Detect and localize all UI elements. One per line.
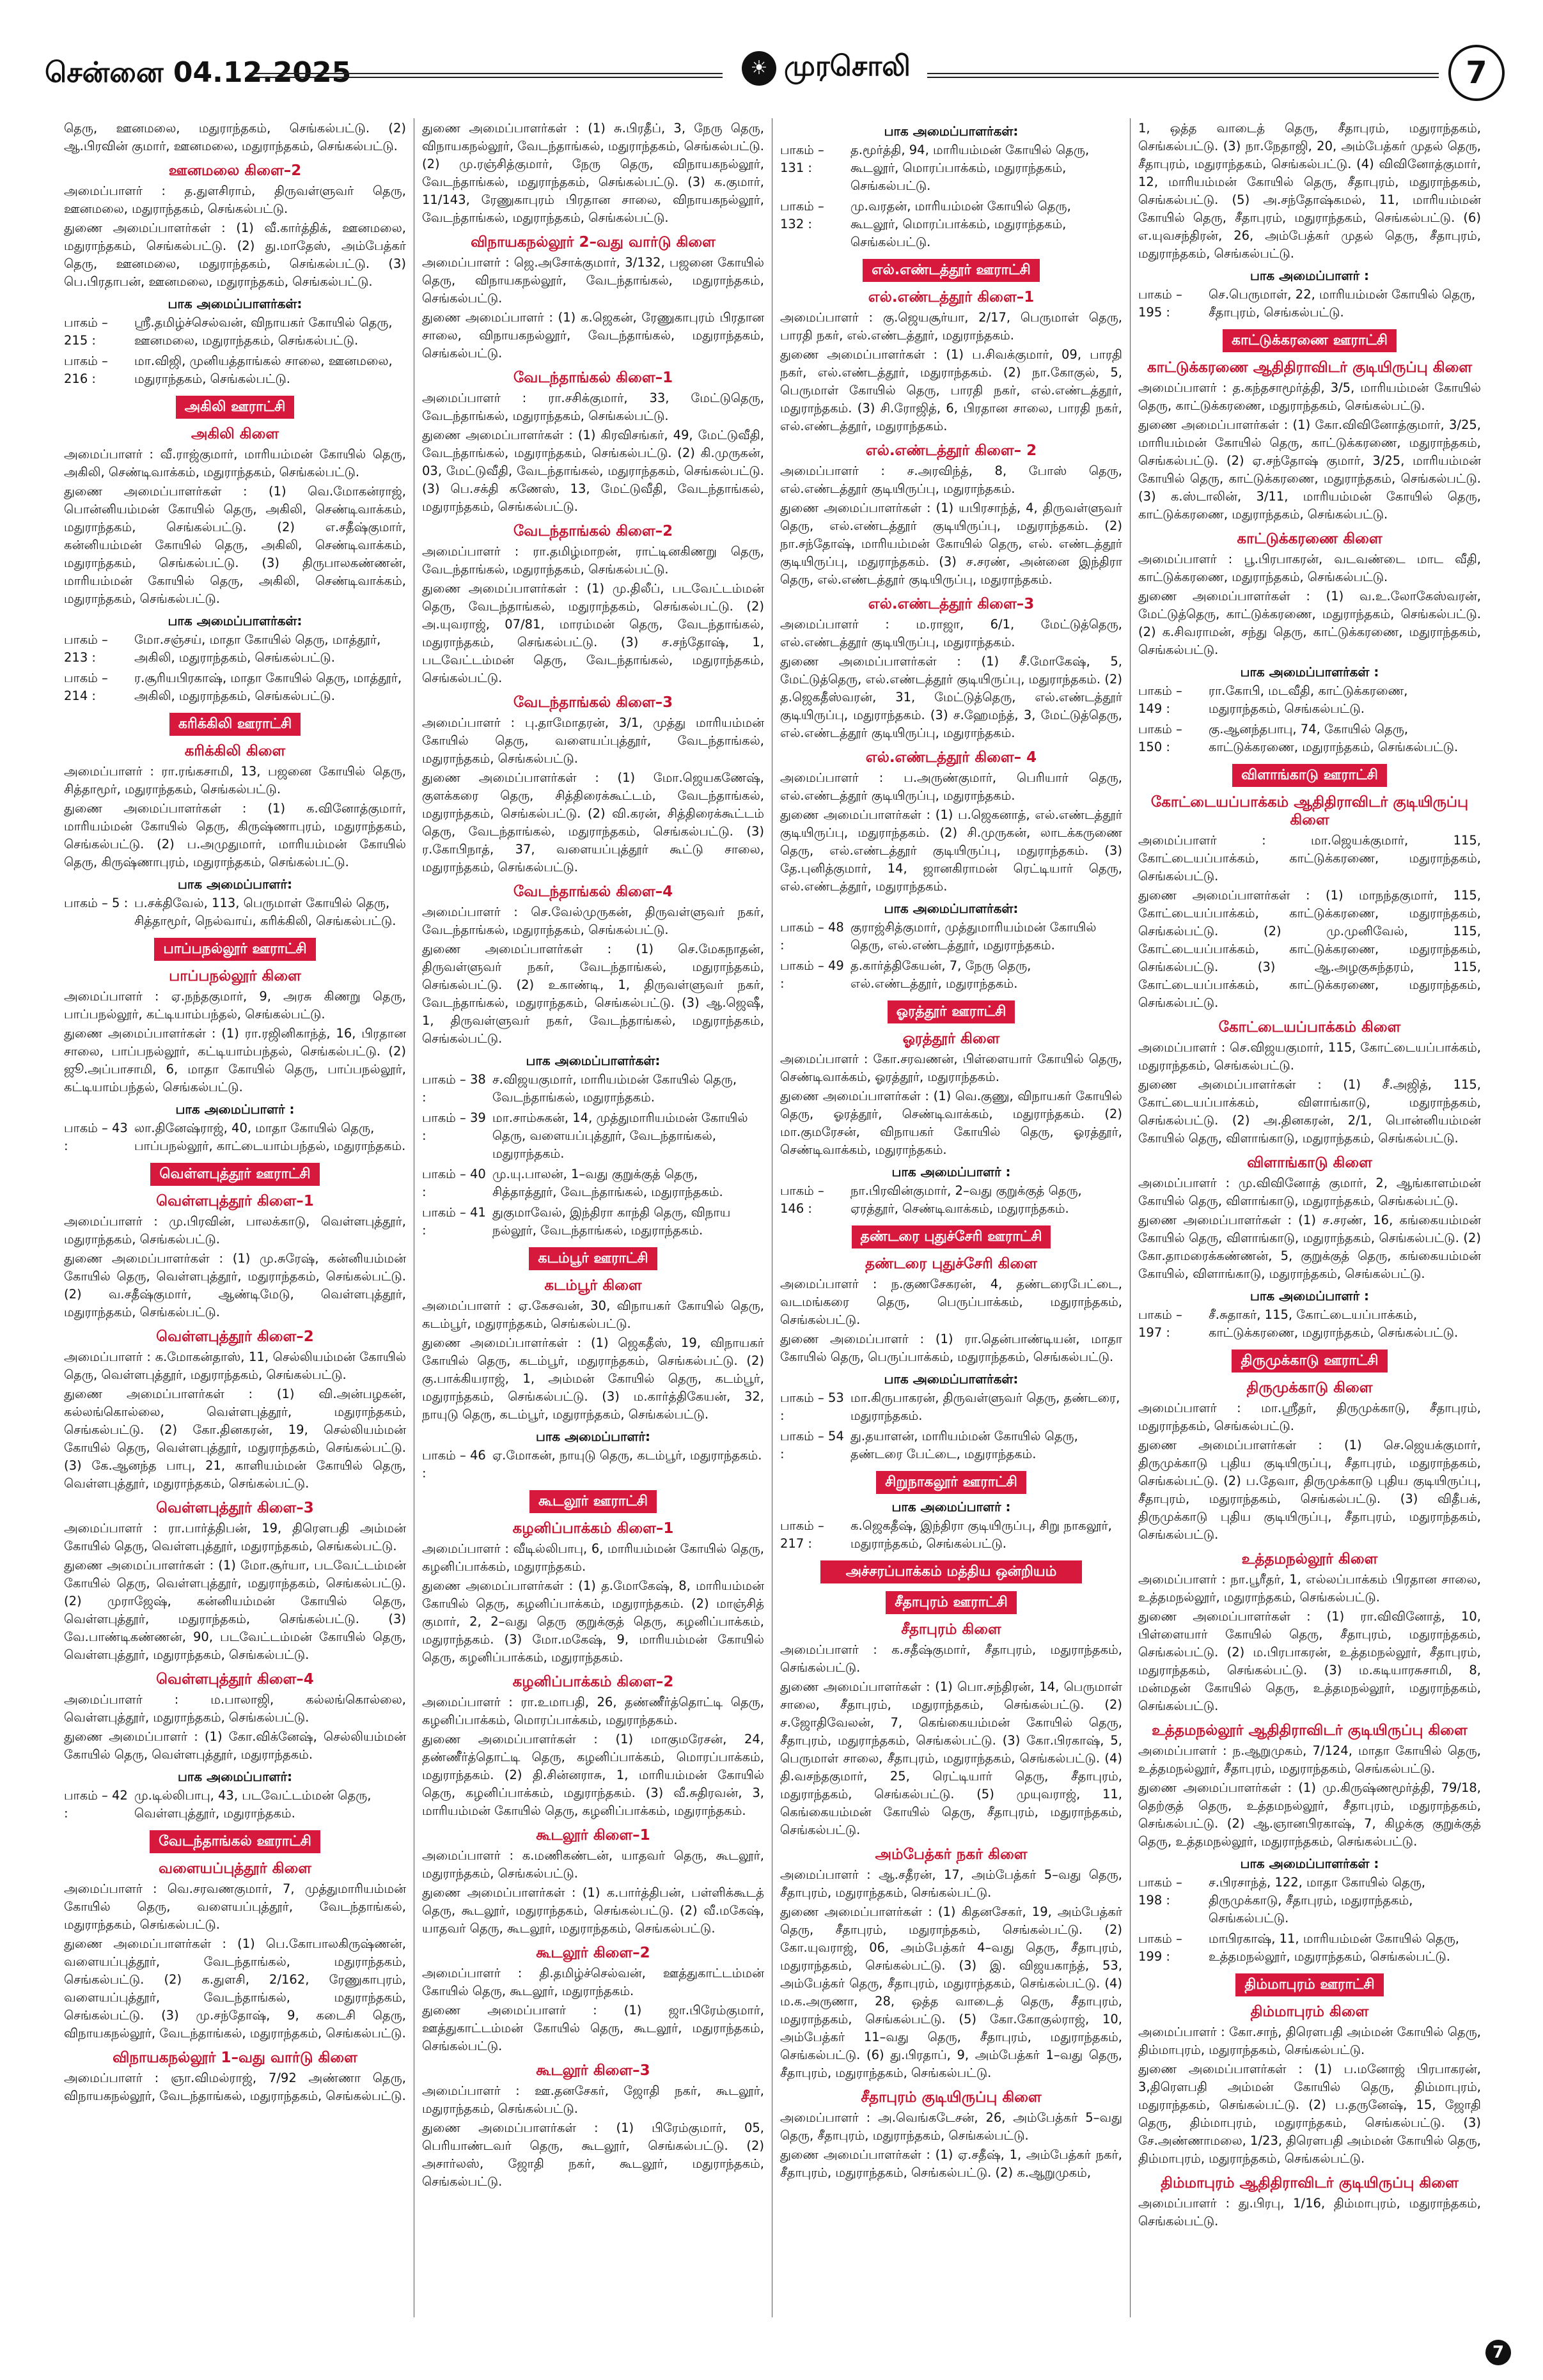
organizer-entry: அமைப்பாளர் : ரா.பார்த்திபன், 19, திரௌபதி அம்மன் கோயில் தெரு, வெள்ளபுத்தூர், மதுராந்தகம், செங்கல்பட்டு. [64,1521,406,1553]
section-label: பாக அமைப்பாளர்கள்: [884,901,1019,916]
panchayat-heading [64,396,406,419]
organizer-entry: அமைப்பாளர் : த.துளசிராம், திருவள்ளுவர் தெரு, ஊனமலை, மதுராந்தகம், செங்கல்பட்டு. [64,183,406,216]
booth-entry [64,669,406,705]
organizer-entry: அமைப்பாளர் : ச.அரவிந்த், 8, போஸ் தெரு, எல்.எண்டத்தூர் குடியிருப்பு, மதுராந்தகம். [780,463,1122,496]
branch-heading: விநாயகநல்லூர் 1–வது வார்டு கிளை [113,2049,357,2066]
panchayat-heading-label: வெள்ளபுத்தூர் ஊராட்சி [150,1163,319,1186]
organizer-entry: அமைப்பாளர் : க.மணிகண்டன், யாதவர் தெரு, கூடலூர், மதுராந்தகம், செங்கல்பட்டு. [422,1848,764,1881]
branch-heading: வெள்ளபுத்தூர் கிளை–2 [156,1328,314,1345]
panchayat-heading [780,1000,1122,1023]
page-header [38,45,1505,102]
panchayat-heading-label: சீதாபுரம் ஊராட்சி [886,1591,1016,1614]
organizer-entry: அமைப்பாளர் : நா.பூரீதர், 1, எல்லப்பாக்கம் பிரதான சாலை, உத்தமநல்லூர், மதுராந்தகம், செங்கல்பட்டு. [1138,1572,1481,1605]
section-label: பாக அமைப்பாளர் : [891,1499,1011,1514]
panchayat-heading-label: ஓரத்தூர் ஊராட்சி [888,1000,1015,1023]
booth-number: பாகம் – 149 : [1138,683,1182,716]
column-2 [414,118,772,2317]
branch-heading: வளையப்புத்தூர் கிளை [158,1860,312,1877]
organizer-entry: துணை அமைப்பாளர்கள் : (1) பெ.கோபாலகிருஷ்ணன், வளையப்புத்தூர், வேடந்தாங்கல், மதுராந்தகம், செங்கல்பட்டு. (2) க.துளசி, 2/162, ரேணுகாபுரம், வளையப்புத்தூர், வேடந்தாங்கல், மதுராந்தகம், செங்கல்பட்டு. (3) மு.சந்தோஷ், 9, கடைசி தெரு, விநாயகநல்லூர், வேடந்தாங்கல், மதுராந்தகம், செங்கல்பட்டு. [64,1936,406,2041]
booth-organizer: மோ.சஞ்சய், மாதா கோயில் தெரு, மாத்தூர், அகிலி, மதுராந்தகம், செங்கல்பட்டு. [134,632,381,665]
organizer-entry: அமைப்பாளர் : மா.ஜெயக்குமார், 115, கோட்டையப்பாக்கம், காட்டுக்கரணை, மதுராந்தகம், செங்கல்பட்டு. [1138,833,1481,883]
organizer-entry: துணை அமைப்பாளர்கள் : (1) மோ.சூர்யா, படவேட்டம்மன் கோயில் தெரு, வெள்ளபுத்தூர், மதுராந்தகம், செங்கல்பட்டு. (2) முராஜேஷ், கன்னியம்மன் கோயில் தெரு, வெள்ளபுத்தூர், மதுராந்தகம், செங்கல்பட்டு. (3) வே.பாண்டிகண்ணன், 90, படவேட்டம்மன் கோயில் தெரு, வெள்ளபுத்தூர், மதுராந்தகம், செங்கல்பட்டு. [64,1558,406,1662]
booth-organizer: ஏ.மோகன், நாயுடு தெரு, கடம்பூர், மதுராந்தகம். [492,1448,762,1463]
organizer-entry: துணை அமைப்பாளர்கள் : (1) ப.மனோஜ் பிரபாகரன், 3,திரௌபதி அம்மன் கோயில் தெரு, திம்மாபுரம், மதுராந்தகம், செங்கல்பட்டு. (2) ப.தருனேஷ், 15, ஜோதி தெரு, திம்மாபுரம், மதுராந்தகம், செங்கல்பட்டு. (3) சே.அண்ணாமலை, 1/23, திரௌபதி அம்மன் கோயில் தெரு, திம்மாபுரம், மதுராந்தகம், செங்கல்பட்டு. [1138,2062,1481,2166]
organizer-entry: துணை அமைப்பாளர்கள் : (1) வெ.குணு, விநாயகர் கோயில் தெரு, ஓரத்தூர், செண்டிவாக்கம், மதுராந்தகம். (2) மா.குமரேசன், விநாயகர் கோயில் தெரு, ஓரத்தூர், செண்டிவாக்கம், மதுராந்தகம். [780,1089,1122,1157]
organizer-entry: அமைப்பாளர் : வெ.சரவணகுமார், 7, முத்துமாரியம்மன் கோயில் தெரு, வளையப்புத்தூர், வேடந்தாங்கல், மதுராந்தகம், செங்கல்பட்டு. [64,1881,406,1932]
organizer-entry: அமைப்பாளர் : ரா.தமிழ்மாறன், ராட்டினகிணறு தெரு, வேடந்தாங்கல், மதுராந்தகம், செங்கல்பட்டு. [422,544,764,577]
booth-entry [422,1109,764,1163]
branch-heading: சீதாபுரம் கிளை [901,1621,1001,1638]
booth-organizer: மா.சாம்சுகன், 14, முத்துமாரியம்மன் கோயில் தெரு, வளையப்புத்தூர், வேடந்தாங்கல், மதுராந்தகம். [492,1110,748,1161]
branch-heading: அம்பேத்கர் நகர் கிளை [875,1846,1028,1863]
organizer-entry: துணை அமைப்பாளர்கள் : (1) க.வினோத்குமார், மாரியம்மன் கோயில் தெரு, கிருஷ்ணாபுரம், மதுராந்தகம், செங்கல்பட்டு. (2) ப.அமுதுமார், மாரியம்மன் கோயில் தெரு, கிருஷ்ணாபுரம், மதுராந்தகம், செங்கல்பட்டு. [64,801,406,869]
organizer-entry: அமைப்பாளர் : ம.ராஜா, 6/1, மேட்டுத்தெரு, எல்.எண்டத்தூர் குடியிருப்பு, மதுராந்தகம். [780,617,1122,649]
organizer-entry: துணை அமைப்பாளர்கள் : (1) செ.ஜெயக்குமார், திருமுக்காடு புதிய குடியிருப்பு, சீதாபுரம், மதுராந்தகம், செங்கல்பட்டு. (2) ப.தேவா, திருமுக்காடு புதிய குடியிருப்பு, சீதாபுரம், மதுராந்தகம், செங்கல்பட்டு. (3) விதீபக், திருமுக்காடு புதிய குடியிருப்பு, சீதாபுரம், மதுராந்தகம், செங்கல்பட்டு. [1138,1438,1481,1542]
panchayat-heading-label: தண்டரை புதுச்சேரி ஊராட்சி [852,1225,1051,1248]
booth-entry [780,198,1122,251]
booth-organizer: த.கார்த்திகேயன், 7, நேரு தெரு, எல்.எண்டத்தூர், மதுராந்தகம். [850,958,1031,991]
booth-entry [780,919,1122,954]
section-label: பாக அமைப்பாளர்கள்: [884,123,1019,139]
section-label: பாக அமைப்பாளர் : [1249,1288,1369,1303]
booth-number: பாகம் – 54 : [780,1429,844,1461]
booth-entry [422,1204,764,1240]
section-label: பாக அமைப்பாளர்: [535,1429,651,1444]
booth-entry [64,894,406,930]
booth-organizer: மாபிரகாஷ், 11, மாரியம்மன் கோயில் தெரு, உத்தமநல்லூர், மதுராந்தகம், செங்கல்பட்டு. [1209,1931,1460,1964]
organizer-entry: அமைப்பாளர் : ஞா.விமல்ராஜ், 7/92 அண்ணா தெரு, விநாயகநல்லூர், வேடந்தாங்கல், மதுராந்தகம், செங்கல்பட்டு. [64,2071,406,2103]
organizer-entry: துணை அமைப்பாளர்கள் : (1) சீ.மோகேஷ், 5, மேட்டுத்தெரு, எல்.எண்டத்தூர் குடியிருப்பு, மதுராந்தகம். (2) த.ஜெகதீஸ்வரன், 31, மேட்டுத்தெரு, எல்.எண்டத்தூர் குடியிருப்பு, மதுராந்தகம். (3) ச.ஹேமந்த், 3, மேட்டுத்தெரு, எல்.எண்டத்தூர் குடியிருப்பு, மதுராந்தகம். [780,654,1122,740]
panchayat-heading [64,713,406,736]
panchayat-heading-label: வேடந்தாங்கல் ஊராட்சி [150,1830,320,1853]
booth-number: பாகம் – 43 : [64,1121,128,1153]
organizer-entry: அமைப்பாளர் : ரா.உமாபதி, 26, தண்ணீர்த்தொட்டி தெரு, கழனிப்பாக்கம், மொரப்பாக்கம், மதுராந்தகம். [422,1695,764,1727]
organizer-entry: துணை அமைப்பாளர்கள் : (1) செ.மேகநாதன், திருவள்ளுவர் நகர், வேடந்தாங்கல், மதுராந்தகம், செங்கல்பட்டு. (2) உகாண்டி, 1, திருவள்ளுவர் நகர், வேடந்தாங்கல், மதுராந்தகம், செங்கல்பட்டு. (3) ஆ.ஜெஷீ, 1, திருவள்ளுவர் நகர், வேடந்தாங்கல், மதுராந்தகம், செங்கல்பட்டு. [422,942,764,1046]
booth-entry [780,1427,1122,1463]
booth-number: பாகம் – 46 : [422,1448,486,1481]
organizer-entry: துணை அமைப்பாளர்கள் : (1) வி.அன்பழகன், கல்லங்கொல்லை, வெள்ளபுத்தூர், மதுராந்தகம், செங்கல்பட்டு. (2) கோ.தினகரன், 19, செல்லியம்மன் கோயில் தெரு, வெள்ளபுத்தூர், மதுராந்தகம், செங்கல்பட்டு. (3) கே.ஆனந்த பாபு, 21, காளியம்மன் கோயில் தெரு, வெள்ளபுத்தூர், மதுராந்தகம், செங்கல்பட்டு. [64,1387,406,1491]
section-label: பாக அமைப்பாளர்கள் : [1240,1856,1379,1871]
organizer-entry: அமைப்பாளர் : ரா.சசிக்குமார், 33, மேட்டுதெரு, வேடந்தாங்கல், மதுராந்தகம், செங்கல்பட்டு. [422,391,764,423]
branch-heading: திம்மாபுரம் கிளை [1250,2003,1369,2020]
column-1 [56,118,414,2317]
organizer-entry: அமைப்பாளர் : மு.விவினோத் குமார், 2, ஆங்காளம்மன் கோயில் தெரு, விளாங்காடு, மதுராந்தகம், செங்கல்பட்டு. [1138,1176,1481,1208]
booth-entry [1138,1930,1481,1966]
organizer-entry: அமைப்பாளர் : செ.வேல்முருகன், திருவள்ளுவர் நகர், வேடந்தாங்கல், மதுராந்தகம், செங்கல்பட்டு. [422,905,764,937]
booth-number: பாகம் – 215 : [64,315,108,348]
organizer-entry: துணை அமைப்பாளர்கள் : (1) மாகுமரேசன், 24, தண்ணீர்த்தொட்டி தெரு, கழனிப்பாக்கம், மொரப்பாக்கம், மதுராந்தகம். (2) தி.சின்னராசு, 1, மாரியம்மன் கோயில் தெரு, கழனிப்பாக்கம், மதுராந்தகம். (3) வீ.சுதிரவன், 3, மாரியம்மன் கோயில் தெரு, கழனிப்பாக்கம், மதுராந்தகம். [422,1732,764,1818]
booth-entry [780,1389,1122,1425]
organizer-entry: துணை அமைப்பாளர்கள் : (1) ச.சரண், 16, கங்கையம்மன் கோயில் தெரு, விளாங்காடு, மதுராந்தகம், செங்கல்பட்டு. (2) கோ.தாமரைக்கண்ணன், 5, குறுக்குத் தெரு, கங்கையம்மன் கோயில், விளாங்காடு, மதுராந்தகம், செங்கல்பட்டு. [1138,1213,1481,1281]
booth-entry [780,141,1122,195]
booth-entry [780,1182,1122,1218]
branch-heading: ஓரத்தூர் கிளை [902,1031,1000,1047]
organizer-entry: துணை அமைப்பாளர்கள் : (1) த.மோகேஷ், 8, மாரியம்மன் கோயில் தெரு, கழனிப்பாக்கம், மதுராந்தகம். (2) மாஞ்சித் குமார், 2, 2–வது தெரு குறுக்குத் தெரு, கழனிப்பாக்கம், மதுராந்தகம். (3) மோ.மகேஷ், 9, மாரியம்மன் கோயில் தெரு, கழனிப்பாக்கம், மதுராந்தகம். [422,1578,764,1665]
organizer-entry: துணை அமைப்பாளர்கள் : (1) ப.சிவக்குமார், 09, பாரதி நகர், எல்.எண்டத்தூர், மதுராந்தகம். (2) நா.கோகுல், 5, பெருமாள் கோயில் தெரு, பாரதி நகர், எல்.எண்டத்தூர், மதுராந்தகம். (3) சி.ரோஜித், 6, பிரதான சாலை, பாரதி நகர், எல்.எண்டத்தூர், மதுராந்தகம். [780,347,1122,433]
booth-number: பாகம் – 131 : [780,143,824,175]
booth-number: பாகம் – 214 : [64,671,108,703]
organizer-entry: துணை அமைப்பாளர்கள் : (1) மு.சுரேஷ், கன்னியம்மன் கோயில் தெரு, வெள்ளபுத்தூர், மதுராந்தகம், செங்கல்பட்டு. (2) வ.சதீஷ்குமார், ஆண்டிமேடு, வெள்ளபுத்தூர், மதுராந்தகம், செங்கல்பட்டு. [64,1251,406,1319]
panchayat-heading-label: சிறுநாகலூர் ஊராட்சி [876,1471,1026,1494]
branch-heading: வேடந்தாங்கல் கிளை–2 [513,523,673,540]
booth-entry [1138,720,1481,756]
booth-number: பாகம் – 40 : [422,1167,486,1199]
branch-heading: கரிக்கிலி கிளை [184,743,286,759]
organizer-entry: அமைப்பாளர் : பூ.பிரபாகரன், வடவண்டை மாட வீதி, காட்டுக்கரணை, மதுராந்தகம், செங்கல்பட்டு. [1138,552,1481,584]
organizer-entry: அமைப்பாளர் : செ.விஜயகுமார், 115, கோட்டையப்பாக்கம், மதுராந்தகம், செங்கல்பட்டு. [1138,1040,1481,1073]
branch-heading: வேடந்தாங்கல் கிளை–4 [513,883,673,900]
branch-heading: எல்.எண்டத்தூர் கிளை– 4 [865,749,1037,766]
booth-number: பாகம் – 39 : [422,1110,486,1143]
booth-number: பாகம் – 132 : [780,199,824,231]
branch-heading: எல்.எண்டத்தூர் கிளை– 2 [865,442,1037,459]
booth-number: பாகம் – 199 : [1138,1931,1182,1964]
panchayat-heading-label: விளாங்காடு ஊராட்சி [1232,764,1387,787]
organizer-entry: அமைப்பாளர் : கோ.சாந், திரௌபதி அம்மன் கோயில் தெரு, திம்மாபுரம், மதுராந்தகம், செங்கல்பட்டு. [1138,2025,1481,2057]
organizer-entry: துணை அமைப்பாளர்கள் : (1) மோ.ஜெயகணேஷ், குளக்கரை தெரு, சித்திரைக்கூட்டம், வேடந்தாங்கல், மதுராந்தகம், செங்கல்பட்டு. (2) வி.கரன், சித்திரைக்கூட்டம் தெரு, வேடந்தாங்கல், மதுராந்தகம், செங்கல்பட்டு. (3) ர.கோபிநாத், 37, வளையப்புத்தூர் கூட்டு சாலை, மதுராந்தகம், செங்கல்பட்டு. [422,770,764,875]
booth-organizer: ச.விஜயகுமார், மாரியம்மன் கோயில் தெரு, வேடந்தாங்கல், மதுராந்தகம். [492,1072,737,1105]
branch-heading: வெள்ளபுத்தூர் கிளை–1 [156,1193,314,1209]
branch-heading: கூடலூர் கிளை–1 [536,1827,650,1844]
header-rule-left [249,73,723,78]
panchayat-heading-label: கரிக்கிலி ஊராட்சி [169,713,301,736]
booth-number: பாகம் – 38 : [422,1072,486,1105]
booth-organizer: த.மூர்த்தி, 94, மாரியம்மன் கோயில் தெரு, கூடலூர், மொரப்பாக்கம், மதுராந்தகம், செங்கல்பட்டு. [850,143,1090,193]
panchayat-heading [780,1560,1122,1583]
branch-heading: கழனிப்பாக்கம் கிளை–2 [512,1674,674,1690]
organizer-entry: அமைப்பாளர் : மா.ஸ்ரீதர், திருமுக்காடு, சீதாபுரம், மதுராந்தகம், செங்கல்பட்டு. [1138,1401,1481,1433]
date-line: சென்னை 04.12.2025 [45,56,352,89]
organizer-entry: அமைப்பாளர் : ஏ.கேசவன், 30, விநாயகர் கோயில் தெரு, கடம்பூர், மதுராந்தகம், செங்கல்பட்டு. [422,1298,764,1331]
organizer-entry: அமைப்பாளர் : ரா.ரங்கசாமி, 13, பஜனை கோயில் தெரு, சித்தாமூர், மதுராந்தகம், செங்கல்பட்டு. [64,764,406,797]
section-label: பாக அமைப்பாளர் : [175,1101,295,1117]
booth-organizer: கு.ஆனந்தபாபு, 74, கோயில் தெரு, காட்டுக்கரணை, மதுராந்தகம், செங்கல்பட்டு. [1209,722,1459,754]
booth-organizer: மு.யு.பாலன், 1–வது குறுக்குத் தெரு, சித்தாத்தூர், வேடந்தாங்கல், மதுராந்தகம். [492,1167,723,1199]
booth-organizer: ஸ்ரீ.தமிழ்ச்செல்வன், விநாயகர் கோயில் தெரு, ஊனமலை, மதுராந்தகம், செங்கல்பட்டு. [134,315,393,348]
booth-number: பாகம் – 213 : [64,632,108,665]
panchayat-heading [780,259,1122,282]
panchayat-heading-label: எல்.எண்டத்தூர் ஊராட்சி [863,259,1039,282]
booth-entry [64,352,406,388]
branch-heading: எல்.எண்டத்தூர் கிளை–3 [868,596,1035,612]
branch-heading: வேடந்தாங்கல் கிளை–1 [513,369,673,386]
booth-entry [1138,286,1481,322]
section-label: பாக அமைப்பாளர்கள்: [884,1371,1019,1387]
rising-sun-logo-icon: ☀ [742,51,776,86]
branch-heading: வெள்ளபுத்தூர் கிளை–3 [156,1500,314,1516]
panchayat-heading [1138,329,1481,352]
branch-heading: கோட்டையப்பாக்கம் கிளை [1218,1019,1401,1036]
booth-organizer: க.ஜெகதீஷ், இந்திரா குடியிருப்பு, சிறு நாகலூர், மதுராந்தகம், செங்கல்பட்டு. [850,1518,1112,1551]
section-label: பாக அமைப்பாளர்கள்: [168,613,302,628]
booth-organizer: மா.விஜி, முனியத்தாங்கல் சாலை, ஊனமலை, மதுராந்தகம், செங்கல்பட்டு. [134,354,393,386]
masthead [742,50,911,86]
panchayat-heading-label: அச்சரப்பாக்கம் மத்திய ஒன்றியம் [820,1560,1083,1583]
booth-organizer: குராஜ்சித்குமார், முத்துமாரியம்மன் கோயில் தெரு, எல்.எண்டத்தூர், மதுராந்தகம். [850,920,1097,953]
organizer-entry: தெரு, ஊனமலை, மதுராந்தகம், செங்கல்பட்டு. (2) ஆ.பிரவின் குமார், ஊனமலை, மதுராந்தகம், செங்கல்பட்டு. [64,121,406,153]
panchayat-heading [64,1163,406,1186]
section-label: பாக அமைப்பாளர்கள்: [526,1053,661,1068]
branch-heading: கடம்பூர் கிளை [544,1277,642,1294]
booth-number: பாகம் – 41 : [422,1205,486,1238]
organizer-entry: அமைப்பாளர் : ந.ஆறுமுகம், 7/124, மாதா கோயில் தெரு, உத்தமநல்லூர், சீதாபுரம், மதுராந்தகம், செங்கல்பட்டு. [1138,1743,1481,1776]
booth-entry [422,1165,764,1201]
section-label: பாக அமைப்பாளர்: [177,876,293,892]
branch-heading: சீதாபுரம் குடியிருப்பு கிளை [861,2089,1042,2106]
organizer-entry: அமைப்பாளர் : கு.ஜெயசூர்யா, 2/17, பெருமாள் தெரு, பாரதி நகர், எல்.எண்டத்தூர், மதுராந்தகம். [780,310,1122,343]
organizer-entry: துணை அமைப்பாளர் : (1) கோ.விக்னேஷ், செல்லியம்மன் கோயில் தெரு, வெள்ளபுத்தூர், மதுராந்தகம். [64,1729,406,1762]
organizer-entry: அமைப்பாளர் : ம.பாலாஜி, கல்லங்கொல்லை, வெள்ளபுத்தூர், மதுராந்தகம், செங்கல்பட்டு. [64,1692,406,1725]
organizer-entry: துணை அமைப்பாளர்கள் : (1) ரா.ரஜினிகாந்த், 16, பிரதான சாலை, பாப்பநல்லூர், கட்டியாம்பந்தல், செங்கல்பட்டு. (2) ஜூ.அப்பாசாமி, 6, மாதா கோயில் தெரு, பாப்பநல்லூர், கட்டியாம்பந்தல், செங்கல்பட்டு. [64,1026,406,1094]
section-label: பாக அமைப்பாளர் : [891,1164,1011,1179]
column-4 [1131,118,1489,2317]
organizer-entry: அமைப்பாளர் : க.மோகன்தாஸ், 11, செல்லியம்மன் கோயில் தெரு, வெள்ளபுத்தூர், மதுராந்தகம், செங்கல்பட்டு. [64,1349,406,1382]
organizer-entry: துணை அமைப்பாளர் : (1) க.ஜெகன், ரேணுகாபுரம் பிரதான சாலை, விநாயகநல்லூர், வேடந்தாங்கல், மதுராந்தகம், செங்கல்பட்டு. [422,310,764,361]
booth-organizer: நா.பிரவின்குமார், 2–வது குறுக்குத் தெரு, ஏரத்தூர், செண்டிவாக்கம், மதுராந்தகம். [850,1183,1082,1216]
panchayat-heading [1138,1349,1481,1373]
panchayat-heading [780,1591,1122,1614]
organizer-entry: அமைப்பாளர் : த.கந்தசாமூர்த்தி, 3/5, மாரியம்மன் கோயில் தெரு, காட்டுக்கரணை, மதுராந்தகம், செங்கல்பட்டு. [1138,380,1481,413]
branch-heading: விநாயகநல்லூர் 2–வது வார்டு கிளை [471,234,716,251]
branch-heading: கோட்டையப்பாக்கம் ஆதிதிராவிடர் குடியிருப்பு கிளை [1150,794,1469,828]
organizer-entry: அமைப்பாளர் : து.பிரபு, 1/16, திம்மாபுரம், மதுராந்தகம், செங்கல்பட்டு. [1138,2196,1481,2228]
panchayat-heading-label: அகிலி ஊராட்சி [176,396,295,419]
booth-entry [64,1119,406,1155]
paper-name: முரசொலி [784,50,911,82]
booth-organizer: துகுமாவேல், இந்திரா காந்தி தெரு, விநாய நல்லூர், வேடந்தாங்கல், மதுராந்தகம். [492,1205,731,1238]
booth-number: பாகம் – 49 : [780,958,844,991]
organizer-entry: அமைப்பாளர் : பு.தாமோதரன், 3/1, முத்து மாரியம்மன் கோயில் தெரு, வளையப்புத்தூர், வேடந்தாங்கல், மதுராந்தகம், செங்கல்பட்டு. [422,715,764,766]
organizer-entry: அமைப்பாளர் : கோ.சரவணன், பிள்ளையார் கோயில் தெரு, செண்டிவாக்கம், ஓரத்தூர், மதுராந்தகம். [780,1052,1122,1084]
branch-heading: உத்தமநல்லூர் கிளை [1241,1551,1378,1567]
panchayat-heading [1138,1973,1481,1996]
branch-heading: எல்.எண்டத்தூர் கிளை–1 [868,289,1035,306]
organizer-entry: துணை அமைப்பாளர்கள் : (1) மு.திலீப், படவேட்டம்மன் தெரு, வேடந்தாங்கல், மதுராந்தகம், செங்கல்பட்டு. (2) அ.யுவராஜ், 07/81, மாரம்மன் தெரு, வேடந்தாங்கல், மதுராந்தகம், செங்கல்பட்டு. (3) ச.சந்தோஷ், 1, படவேட்டம்மன் தெரு, வேடந்தாங்கல், மதுராந்தகம், செங்கல்பட்டு. [422,581,764,685]
panchayat-heading-label: திம்மாபுரம் ஊராட்சி [1235,1973,1383,1996]
booth-number: பாகம் – 198 : [1138,1875,1182,1908]
organizer-entry: அமைப்பாளர் : வீ.ராஜ்குமார், மாரியம்மன் கோயில் தெரு, அகிலி, செண்டிவாக்கம், மதுராந்தகம், செங்கல்பட்டு. [64,447,406,479]
organizer-entry: அமைப்பாளர் : ப.அருண்குமார், பெரியார் தெரு, எல்.எண்டத்தூர் குடியிருப்பு, மதுராந்தகம். [780,770,1122,803]
panchayat-heading [422,1247,764,1270]
branch-heading: வேடந்தாங்கல் கிளை–3 [513,694,673,711]
organizer-entry: துணை அமைப்பாளர்கள் : (1) பொ.சந்திரன், 14, பெருமாள் சாலை, சீதாபுரம், மதுராந்தகம், செங்கல்பட்டு. (2) ச.ஜோதிவேலன், 7, கெங்கையம்மன் கோயில் தெரு, சீதாபுரம், மதுராந்தகம், செங்கல்பட்டு. (3) கோ.பிரகாஷ், 5, பெருமாள் சாலை, சீதாபுரம், மதுராந்தகம், செங்கல்பட்டு. (4) தி.வசந்தகுமார், 25, ரெட்டியார் தெரு, சீதாபுரம், மதுராந்தகம், செங்கல்பட்டு. (5) முயுவராஜ், 11, கெங்கையம்மன் கோயில் தெரு, சீதாபுரம், மதுராந்தகம், செங்கல்பட்டு. [780,1679,1122,1837]
branch-heading: காட்டுக்கரணை ஆதிதிராவிடர் குடியிருப்பு கிளை [1147,359,1473,376]
booth-entry [1138,1306,1481,1342]
organizer-entry: துணை அமைப்பாளர்கள் : (1) க.பார்த்திபன், பள்ளிக்கூடத் தெரு, கூடலூர், மதுராந்தகம், செங்கல்பட்டு. (2) வீ.மகேஷ், யாதவர் தெரு, கூடலூர், மதுராந்தகம், செங்கல்பட்டு. [422,1885,764,1936]
panchayat-heading [422,1490,764,1513]
branch-heading: வெள்ளபுத்தூர் கிளை–4 [156,1671,314,1688]
page-number-badge: 7 [1448,45,1505,101]
section-label: பாக அமைப்பாளர் : [1249,268,1369,283]
booth-organizer: லா.தினேஷ்ராஜ், 40, மாதா கோயில் தெரு, பாப்பநல்லூர், காட்டையாம்பந்தல், மதுராந்தகம். [134,1121,406,1153]
booth-organizer: ச.பிரசாந்த், 122, மாதா கோயில் தெரு, திருமுக்காடு, சீதாபுரம், மதுராந்தகம், செங்கல்பட்டு. [1209,1875,1426,1925]
header-rule-right [927,73,1439,78]
booth-number: பாகம் – 197 : [1138,1307,1182,1340]
panchayat-heading [780,1471,1122,1494]
panchayat-heading [64,938,406,961]
panchayat-heading-label: கடம்பூர் ஊராட்சி [529,1247,657,1270]
organizer-entry: துணை அமைப்பாளர்கள் : (1) சு.பிரதீப், 3, நேரு தெரு, விநாயகநல்லூர், வேடந்தாங்கல், மதுராந்தகம், செங்கல்பட்டு. (2) மு.ரஞ்சித்குமார், நேரு தெரு, விநாயகநல்லூர், வேடந்தாங்கல், மதுராந்தகம், செங்கல்பட்டு. (3) க.குமார், 11/143, ரேணுகாபுரம் பிரதான சாலை, விநாயகநல்லூர், வேடந்தாங்கல், மதுராந்தகம், செங்கல்பட்டு. [422,121,764,225]
branch-heading: அகிலி கிளை [191,426,279,442]
booth-organizer: மு.டில்லிபாபு, 43, படவேட்டம்மன் தெரு, வெள்ளபுத்தூர், மதுராந்தகம். [134,1788,372,1821]
organizer-entry: 1, ஒத்த வாடைத் தெரு, சீதாபுரம், மதுராந்தகம், செங்கல்பட்டு. (3) நா.நேதாஜி, 20, அம்பேத்கர் முதல் தெரு, சீதாபுரம், மதுராந்தகம், செங்கல்பட்டு. (4) விவினோத்குமார், 12, மாரியம்மன் கோயில் தெரு, சீதாபுரம், மதுராந்தகம், செங்கல்பட்டு. (5) அ.சந்தோஷ்கமல், 11, மாரியம்மன் கோயில் தெரு, சீதாபுரம், மதுராந்தகம், செங்கல்பட்டு. (6) எ.யுவசந்திரன், 26, அம்பேத்கர் முதல் தெரு, சீதாபுரம், மதுராந்தகம், செங்கல்பட்டு. [1138,121,1481,261]
organizer-entry: அமைப்பாளர் : ஊ.தனசேகர், ஜோதி நகர், கூடலூர், மதுராந்தகம், செங்கல்பட்டு. [422,2083,764,2116]
column-3 [772,118,1131,2317]
booth-number: பாகம் – 217 : [780,1518,824,1551]
branch-heading: உத்தமநல்லூர் ஆதிதிராவிடர் குடியிருப்பு கிளை [1152,1722,1468,1739]
booth-number: பாகம் – 48 : [780,920,844,953]
panchayat-heading-label: பாப்பநல்லூர் ஊராட்சி [154,938,315,961]
organizer-entry: துணை அமைப்பாளர் : (1) ஜா.பிரேம்குமார், ஊத்துகாட்டம்மன் கோயில் தெரு, கூடலூர், மதுராந்தகம், செங்கல்பட்டு. [422,2003,764,2053]
organizer-entry: அமைப்பாளர் : க.சதீஷ்குமார், சீதாபுரம், மதுராந்தகம், செங்கல்பட்டு. [780,1642,1122,1675]
organizer-entry: துணை அமைப்பாளர்கள் : (1) ரா.விவினோத், 10, பிள்ளையார் கோயில் தெரு, சீதாபுரம், மதுராந்தகம், செங்கல்பட்டு. (2) ம.பிரபாகரன், உத்தமநல்லூர், சீதாபுரம், மதுராந்தகம், செங்கல்பட்டு. (3) ம.கடியாரசுசாமி, 8, மன்மதன் கோயில் தெரு, உத்தமநல்லூர், மதுராந்தகம், செங்கல்பட்டு. [1138,1609,1481,1713]
organizer-entry: அமைப்பாளர் : ஜெ.அசோக்குமார், 3/132, பஜனை கோயில் தெரு, விநாயகநல்லூர், வேடந்தாங்கல், மதுராந்தகம், செங்கல்பட்டு. [422,255,764,306]
booth-entry [422,1071,764,1107]
organizer-entry: துணை அமைப்பாளர்கள் : (1) மு.கிருஷ்ணமூர்த்தி, 79/18, தெற்குத் தெரு, உத்தமநல்லூர், சீதாபுரம், மதுராந்தகம், செங்கல்பட்டு. (2) ஆ.ஞானபிரகாஷ், 7, கிழக்கு குறுக்குத் தெரு, உத்தமநல்லூர், மதுராந்தகம், செங்கல்பட்டு. [1138,1780,1481,1849]
panchayat-heading-label: திருமுக்காடு ஊராட்சி [1232,1349,1387,1373]
booth-entry [1138,682,1481,718]
booth-organizer: ப.சக்திவேல், 113, பெருமாள் கோயில் தெரு, சித்தாமூர், நெல்வாய், கரிக்கிலி, செங்கல்பட்டு. [134,896,396,928]
organizer-entry: துணை அமைப்பாளர்கள் : (1) யபிரசாந்த், 4, திருவள்ளுவர் தெரு, எல்.எண்டத்தூர் குடியிருப்பு, மதுராந்தகம். (2) நா.சந்தோஷ், மாரியம்மன் கோயில் தெரு, எல். எண்டத்தூர் குடியிருப்பு, மதுராந்தகம். (3) ச.சரண், அன்னை இந்திரா தெரு, எல்.எண்டத்தூர் குடியிருப்பு, மதுராந்தகம். [780,501,1122,587]
branch-heading: கூடலூர் கிளை–3 [536,2062,650,2079]
article-columns [56,118,1508,2317]
booth-entry [1138,1874,1481,1927]
branch-heading: கழனிப்பாக்கம் கிளை–1 [512,1520,674,1537]
booth-entry [780,1517,1122,1553]
organizer-entry: துணை அமைப்பாளர்கள் : (1) கிதனசேகர், 19, அம்பேத்கர் தெரு, சீதாபுரம், மதுராந்தகம், செங்கல்பட்டு. (2) கோ.யுவராஜ், 06, அம்பேத்கர் 4–வது தெரு, சீதாபுரம், மதுராந்தகம், செங்கல்பட்டு. (3) இ. விஜயகாந்த், 53, அம்பேத்கர் தெரு, சீதாபுரம், மதுராந்தகம், செங்கல்பட்டு. (4) ம.க.அருணா, 28, ஒத்த வாடைத் தெரு, சீதாபுரம், மதுராந்தகம், செங்கல்பட்டு. (5) கோ.கோகுல்ராஜ், 10, அம்பேத்கர் 11–வது தெரு, சீதாபுரம், மதுராந்தகம், செங்கல்பட்டு. (6) து.பிரதாப், 9, அம்பேத்கர் 1–வது தெரு, சீதாபுரம், மதுராந்தகம், செங்கல்பட்டு. [780,1904,1122,2080]
booth-number: பாகம் – 195 : [1138,287,1182,320]
booth-entry [64,314,406,350]
organizer-entry: அமைப்பாளர் : வீடில்லிபாபு, 6, மாரியம்மன் கோயில் தெரு, கழனிப்பாக்கம், மதுராந்தகம். [422,1541,764,1574]
organizer-entry: அமைப்பாளர் : அ.வெங்கடேசன், 26, அம்பேத்கர் 5–வது தெரு, சீதாபுரம், மதுராந்தகம், செங்கல்பட்டு. [780,2110,1122,2143]
booth-entry [64,631,406,667]
section-label: பாக அமைப்பாளர்: [177,1769,293,1784]
booth-number: பாகம் – 146 : [780,1183,824,1216]
branch-heading: தண்டரை புதுச்சேரி கிளை [865,1256,1037,1272]
booth-organizer: து.தயாளன், மாரியம்மன் கோயில் தெரு, தண்டரை பேட்டை, மதுராந்தகம். [850,1429,1078,1461]
branch-heading: திம்மாபுரம் ஆதிதிராவிடர் குடியிருப்பு கிளை [1161,2175,1459,2191]
organizer-entry: துணை அமைப்பாளர்கள் : (1) பிரேம்குமார், 05, பெரியாண்டவர் தெரு, கூடலூர், செங்கல்பட்டு. (2) அசார்லஸ், ஜோதி நகர், கூடலூர், மதுராந்தகம், செங்கல்பட்டு. [422,2120,764,2189]
panchayat-heading-label: காட்டுக்கரணை ஊராட்சி [1223,329,1397,352]
organizer-entry: துணை அமைப்பாளர்கள் : (1) வீ.கார்த்திக், ஊனமலை, மதுராந்தகம், செங்கல்பட்டு. (2) து.மாதேஸ், அம்பேத்கர் தெரு, ஊனமலை, மதுராந்தகம், செங்கல்பட்டு. (3) பெ.பிரதாபன், ஊனமலை, மதுராந்தகம், செங்கல்பட்டு. [64,221,406,289]
organizer-entry: துணை அமைப்பாளர்கள் : (1) கோ.விவினோத்குமார், 3/25, மாரியம்மன் கோயில் தெரு, காட்டுக்கரணை, மதுராந்தகம், செங்கல்பட்டு. (2) ஏ.சந்தோஷ் குமார், 3/25, மாரியம்மன் கோயில் தெரு, காட்டுக்கரணை, மதுராந்தகம், செங்கல்பட்டு. (3) க.ஸ்டாலின், 3/11, மாரியம்மன் கோயில் தெரு, காட்டுக்கரணை, மதுராந்தகம், செங்கல்பட்டு. [1138,417,1481,522]
organizer-entry: துணை அமைப்பாளர்கள் : (1) சீ.அஜித், 115, கோட்டையப்பாக்கம், விளாங்காடு, மதுராந்தகம், செங்கல்பட்டு. (2) அ.தினகரன், 2/1, பொன்னியம்மன் கோயில் தெரு, விளாங்காடு, மதுராந்தகம், செங்கல்பட்டு. [1138,1077,1481,1146]
organizer-entry: துணை அமைப்பாளர்கள் : (1) ஜெகதீஸ், 19, விநாயகர் கோயில் தெரு, கடம்பூர், மதுராந்தகம், செங்கல்பட்டு. (2) கு.பாக்கியராஜ், 1, அம்மன் கோயில் தெரு, கடம்பூர், மதுராந்தகம், செங்கல்பட்டு. (3) ம.கார்த்திகேயன், 32, நாயுடு தெரு, கடம்பூர், மதுராந்தகம், செங்கல்பட்டு. [422,1335,764,1422]
organizer-entry: அமைப்பாளர் : ஆ.சதீரன், 17, அம்பேத்கர் 5–வது தெரு, சீதாபுரம், மதுராந்தகம், செங்கல்பட்டு. [780,1867,1122,1900]
organizer-entry: துணை அமைப்பாளர்கள் : (1) மாநந்தகுமார், 115, கோட்டையப்பாக்கம், காட்டுக்கரணை, மதுராந்தகம், செங்கல்பட்டு. (2) மு.முனிவேல், 115, கோட்டையப்பாக்கம், காட்டுக்கரணை, மதுராந்தகம், செங்கல்பட்டு. (3) ஆ.அழகுசுந்தரம், 115, கோட்டையப்பாக்கம், காட்டுக்கரணை, மதுராந்தகம், செங்கல்பட்டு. [1138,888,1481,1010]
branch-heading: கூடலூர் கிளை–2 [536,1945,650,1961]
booth-number: பாகம் – 216 : [64,354,108,386]
booth-entry [422,1447,764,1482]
branch-heading: காட்டுக்கரணை கிளை [1237,531,1382,547]
panchayat-heading [780,1225,1122,1248]
branch-heading: விளாங்காடு கிளை [1247,1155,1372,1171]
organizer-entry: அமைப்பாளர் : தி.தமிழ்ச்செல்வன், ஊத்துகாட்டம்மன் கோயில் தெரு, கூடலூர், மதுராந்தகம். [422,1966,764,1998]
branch-heading: பாப்பநல்லூர் கிளை [169,968,301,984]
booth-organizer: மா.கிருபாகரன், திருவள்ளுவர் தெரு, தண்டரை, மதுராந்தகம். [850,1390,1120,1423]
booth-entry [780,957,1122,993]
organizer-entry: அமைப்பாளர் : ஏ.நந்தகுமார், 9, அரசு கிணறு தெரு, பாப்பநல்லூர், கட்டியாம்பந்தல், செங்கல்பட்டு. [64,989,406,1022]
panchayat-heading-label: கூடலூர் ஊராட்சி [529,1490,657,1513]
booth-organizer: ர.சூரியபிரகாஷ், மாதா கோயில் தெரு, மாத்தூர், அகிலி, மதுராந்தகம், செங்கல்பட்டு. [134,671,402,703]
section-label: பாக அமைப்பாளர்கள் : [1240,664,1379,680]
organizer-entry: துணை அமைப்பாளர்கள் : (1) வ.உ.லோகேஸ்வரன், மேட்டுத்தெரு, காட்டுக்கரணை, மதுராந்தகம், செங்கல்பட்டு. (2) க.சிவராமன், சந்து தெரு, காட்டுக்கரணை, மதுராந்தகம், செங்கல்பட்டு. [1138,589,1481,657]
organizer-entry: துணை அமைப்பாளர் : (1) ரா.தென்பாண்டியன், மாதா கோயில் தெரு, பெருப்பாக்கம், மதுராந்தகம், செங்கல்பட்டு. [780,1332,1122,1364]
booth-number: பாகம் – 42 : [64,1788,128,1821]
booth-organizer: ரா.கோபி, மடவீதி, காட்டுக்கரணை, மதுராந்தகம், செங்கல்பட்டு. [1209,683,1408,716]
branch-heading: ஊனமலை கிளை–2 [168,162,302,179]
booth-entry [64,1787,406,1823]
booth-number: பாகம் – 53 : [780,1390,844,1423]
branch-heading: திருமுக்காடு கிளை [1246,1380,1373,1396]
booth-organizer: செ.பெருமாள், 22, மாரியம்மன் கோயில் தெரு, சீதாபுரம், செங்கல்பட்டு. [1209,287,1476,320]
booth-organizer: சீ.சுதாகர், 115, கோட்டையப்பாக்கம், காட்டுக்கரணை, மதுராந்தகம், செங்கல்பட்டு. [1209,1307,1459,1340]
footer-page-number: 7 [1485,2340,1511,2365]
organizer-entry: துணை அமைப்பாளர்கள் : (1) கிரவிசங்கர், 49, மேட்டுவீதி, வேடந்தாங்கல், மதுராந்தகம், செங்கல்பட்டு. (2) கி.முருகன், 03, மேட்டுவீதி, வேடந்தாங்கல், மதுராந்தகம், செங்கல்பட்டு. (3) பெ.சக்தி கணேஸ், 13, மேட்டுவீதி, வேடந்தாங்கல், மதுராந்தகம், செங்கல்பட்டு. [422,428,764,514]
organizer-entry: துணை அமைப்பாளர்கள் : (1) ப.ஜெகனாத், எல்.எண்டத்தூர் குடியிருப்பு, மதுராந்தகம். (2) சி.முருகன், லாடக்கருணை தெரு, எல்.எண்டத்தூர் குடியிருப்பு, மதுராந்தகம். (3) தே.புனித்குமார், 14, ஜானகிராமன் ரெட்டியார் தெரு, எல்.எண்டத்தூர், மதுராந்தகம். [780,807,1122,894]
panchayat-heading [64,1830,406,1853]
panchayat-heading [1138,764,1481,787]
booth-organizer: மு.வரதன், மாரியம்மன் கோயில் தெரு, கூடலூர், மொரப்பாக்கம், மதுராந்தகம், செங்கல்பட்டு. [850,199,1071,249]
organizer-entry: துணை அமைப்பாளர்கள் : (1) வெ.மோகன்ராஜ், பொன்னியம்மன் கோயில் தெரு, அகிலி, செண்டிவாக்கம், மதுராந்தகம், செங்கல்பட்டு. (2) எ.சதீஷ்குமார், கன்னியம்மன் கோயில் தெரு, அகிலி, செண்டிவாக்கம், மதுராந்தகம், செங்கல்பட்டு. (3) திருபாலகண்ணன், மாரியம்மன் கோயில் தெரு, அகிலி, செண்டிவாக்கம், மதுராந்தகம், செங்கல்பட்டு. [64,484,406,606]
organizer-entry: துணை அமைப்பாளர்கள் : (1) ஏ.சதீஷ், 1, அம்பேத்கர் நகர், சீதாபுரம், மதுராந்தகம், செங்கல்பட்டு. (2) க.ஆறுமுகம், [780,2147,1122,2180]
booth-number: பாகம் – 5 : [64,896,129,910]
organizer-entry: அமைப்பாளர் : மு.பிரவின், பாலக்காடு, வெள்ளபுத்தூர், மதுராந்தகம், செங்கல்பட்டு. [64,1214,406,1247]
section-label: பாக அமைப்பாளர்கள்: [168,296,302,311]
organizer-entry: அமைப்பாளர் : ந.குணசேகரன், 4, தண்டரைபேட்டை, வடமங்கரை தெரு, பெருப்பாக்கம், மதுராந்தகம், செங்கல்பட்டு. [780,1277,1122,1327]
booth-number: பாகம் – 150 : [1138,722,1182,754]
